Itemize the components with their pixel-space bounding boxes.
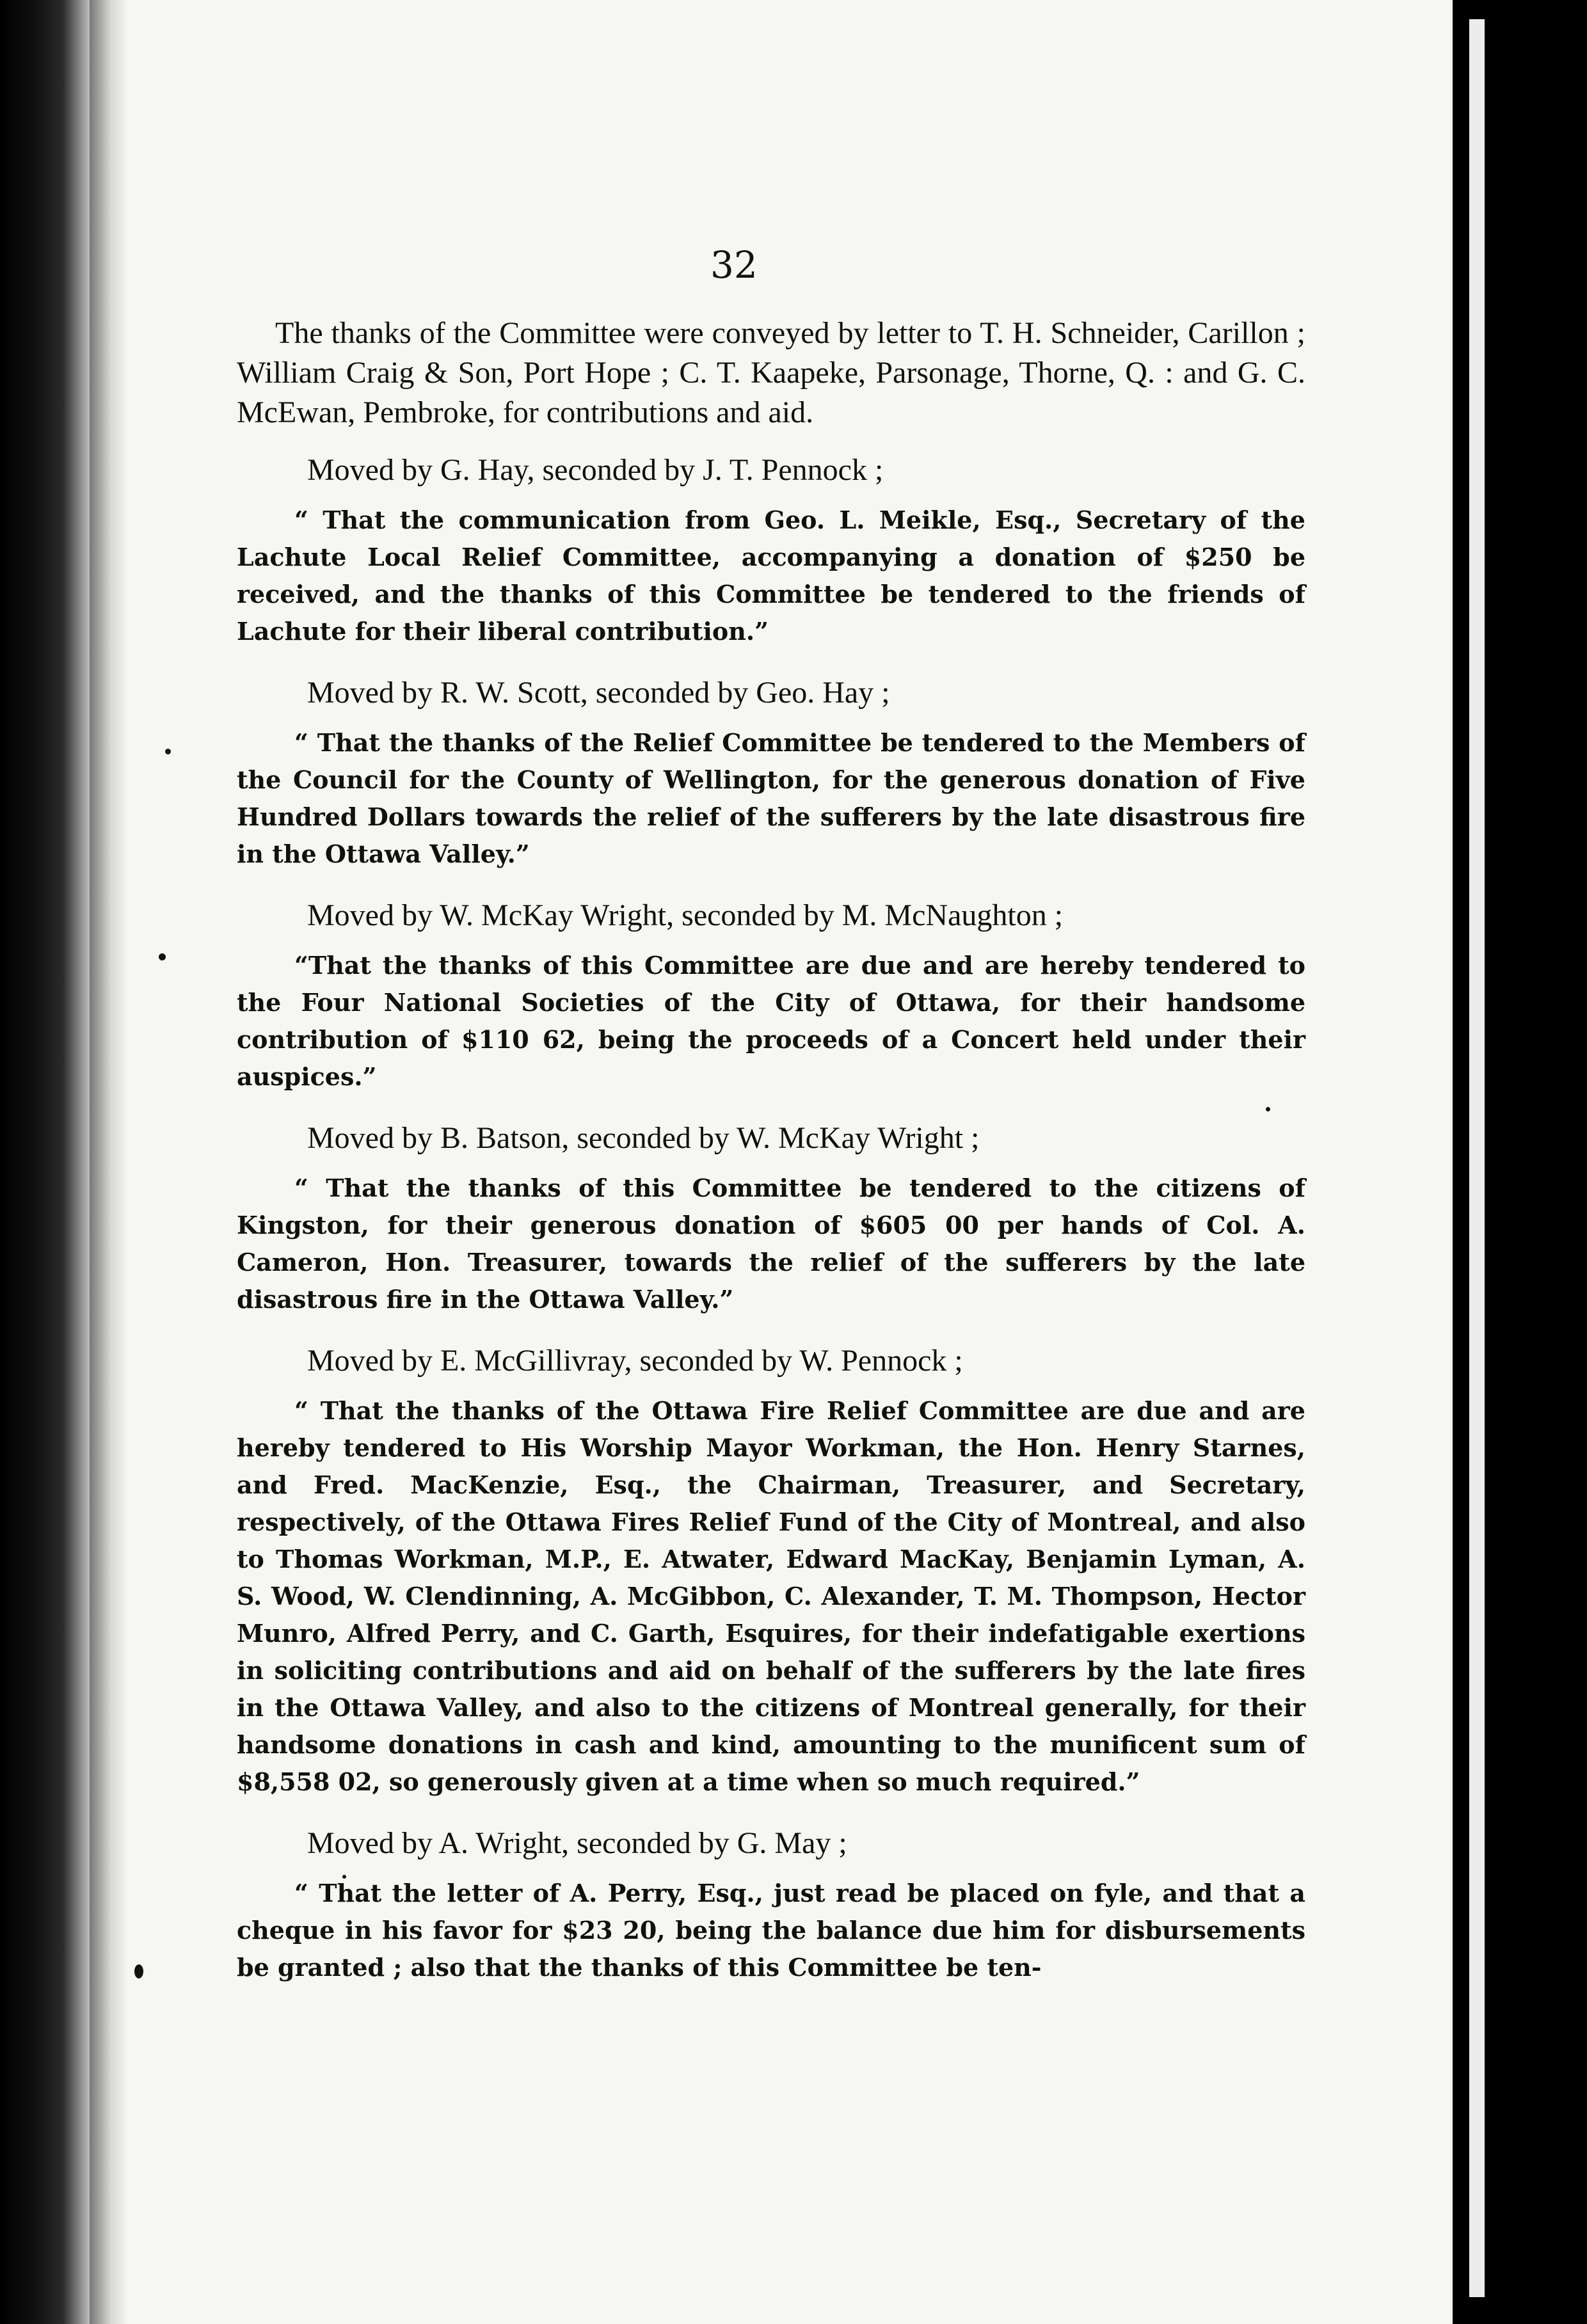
motion-heading: Moved by R. W. Scott, seconded by Geo. Hay ;	[307, 676, 890, 710]
motion-heading: Moved by B. Batson, seconded by W. McKay Wright ;	[307, 1121, 980, 1155]
resolution-text: “ That the communication from Geo. L. Meikle, Esq., Secretary of the Lachute Local Relief Committee, accompanying a donation of $250 be received, and the thanks of this Committee be tendered to the friends of Lachute for their liberal contribution.”	[237, 505, 1305, 646]
ink-speck	[165, 749, 171, 754]
page-body	[237, 314, 1305, 2009]
motion-heading: Moved by W. McKay Wright, seconded by M. McNaughton ;	[307, 898, 1064, 932]
paragraph-thanks-letters: The thanks of the Committee were conveyed by letter to T. H. Schneider, Carillon ; William Craig & Son, Port Hope ; C. T. Kaapeke, Parsonage, Thorne, Q. : and G. C. McEwan, Pembroke, for contributions and aid.	[237, 316, 1305, 429]
motion-heading: Moved by A. Wright, seconded by G. May ;	[307, 1826, 847, 1860]
resolution-text: “ That the thanks of the Ottawa Fire Relief Committee are due and are hereby tendered to His Worship Mayor Workman, the Hon. Henry Starnes, and Fred. MacKenzie, Esq., the Chairman, Treasurer, and Secretary, respectively, of the Ottawa Fires Relief Fund of the City of Montreal, and also to Thomas Workman, M.P., E. Atwater, Edward MacKay, Benjamin Lyman, A. S. Wood, W. Clendinning, A. McGibbon, C. Alexander, T. M. Thompson, Hector Munro, Alfred Perry, and C. Garth, Esquires, for their indefatigable exertions in soliciting contributions and aid on behalf of the sufferers by the late fires in the Ottawa Valley, and also to the citizens of Montreal generally, for their handsome donations in cash and kind, amounting to the munificent sum of $8,558 02, so generously given at a time when so much required.”	[237, 1396, 1305, 1796]
scan-left-edge	[0, 0, 90, 2324]
ink-speck	[159, 953, 166, 960]
page-number: 32	[710, 243, 758, 287]
resolution-text: “That the thanks of this Committee are due and are hereby tendered to the Four National Societies of the City of Ottawa, for their handsome contribution of $110 62, being the proceeds of a Concert held under their auspices.”	[237, 951, 1305, 1091]
resolution-text: “ That the thanks of the Relief Committee be tendered to the Members of the Council for the County of Wellington, for the generous donation of Five Hundred Dollars towards the relief of the sufferers by the late disastrous fire in the Ottawa Valley.”	[237, 728, 1305, 868]
motion-heading: Moved by E. McGillivray, seconded by W. Pennock ;	[307, 1344, 963, 1378]
ink-speck	[134, 1964, 143, 1978]
resolution-text: “ That the thanks of this Committee be tendered to the citizens of Kingston, for their generous donation of $605 00 per hands of Col. A. Cameron, Hon. Treasurer, towards the relief of the sufferers by the late disastrous fire in the Ottawa Valley.”	[237, 1174, 1305, 1314]
motion-heading: Moved by G. Hay, seconded by J. T. Pennock ;	[307, 453, 884, 487]
resolution-text: “ That the letter of A. Perry, Esq., just read be placed on fyle, and that a cheque in his favor for $23 20, being the balance due him for disbursements be granted ; also that the thanks of this Committee be ten-	[237, 1879, 1305, 1982]
page-gutter-shadow	[90, 0, 128, 2324]
next-page-edge	[1469, 19, 1485, 2297]
scan-right-border	[1453, 0, 1587, 2324]
